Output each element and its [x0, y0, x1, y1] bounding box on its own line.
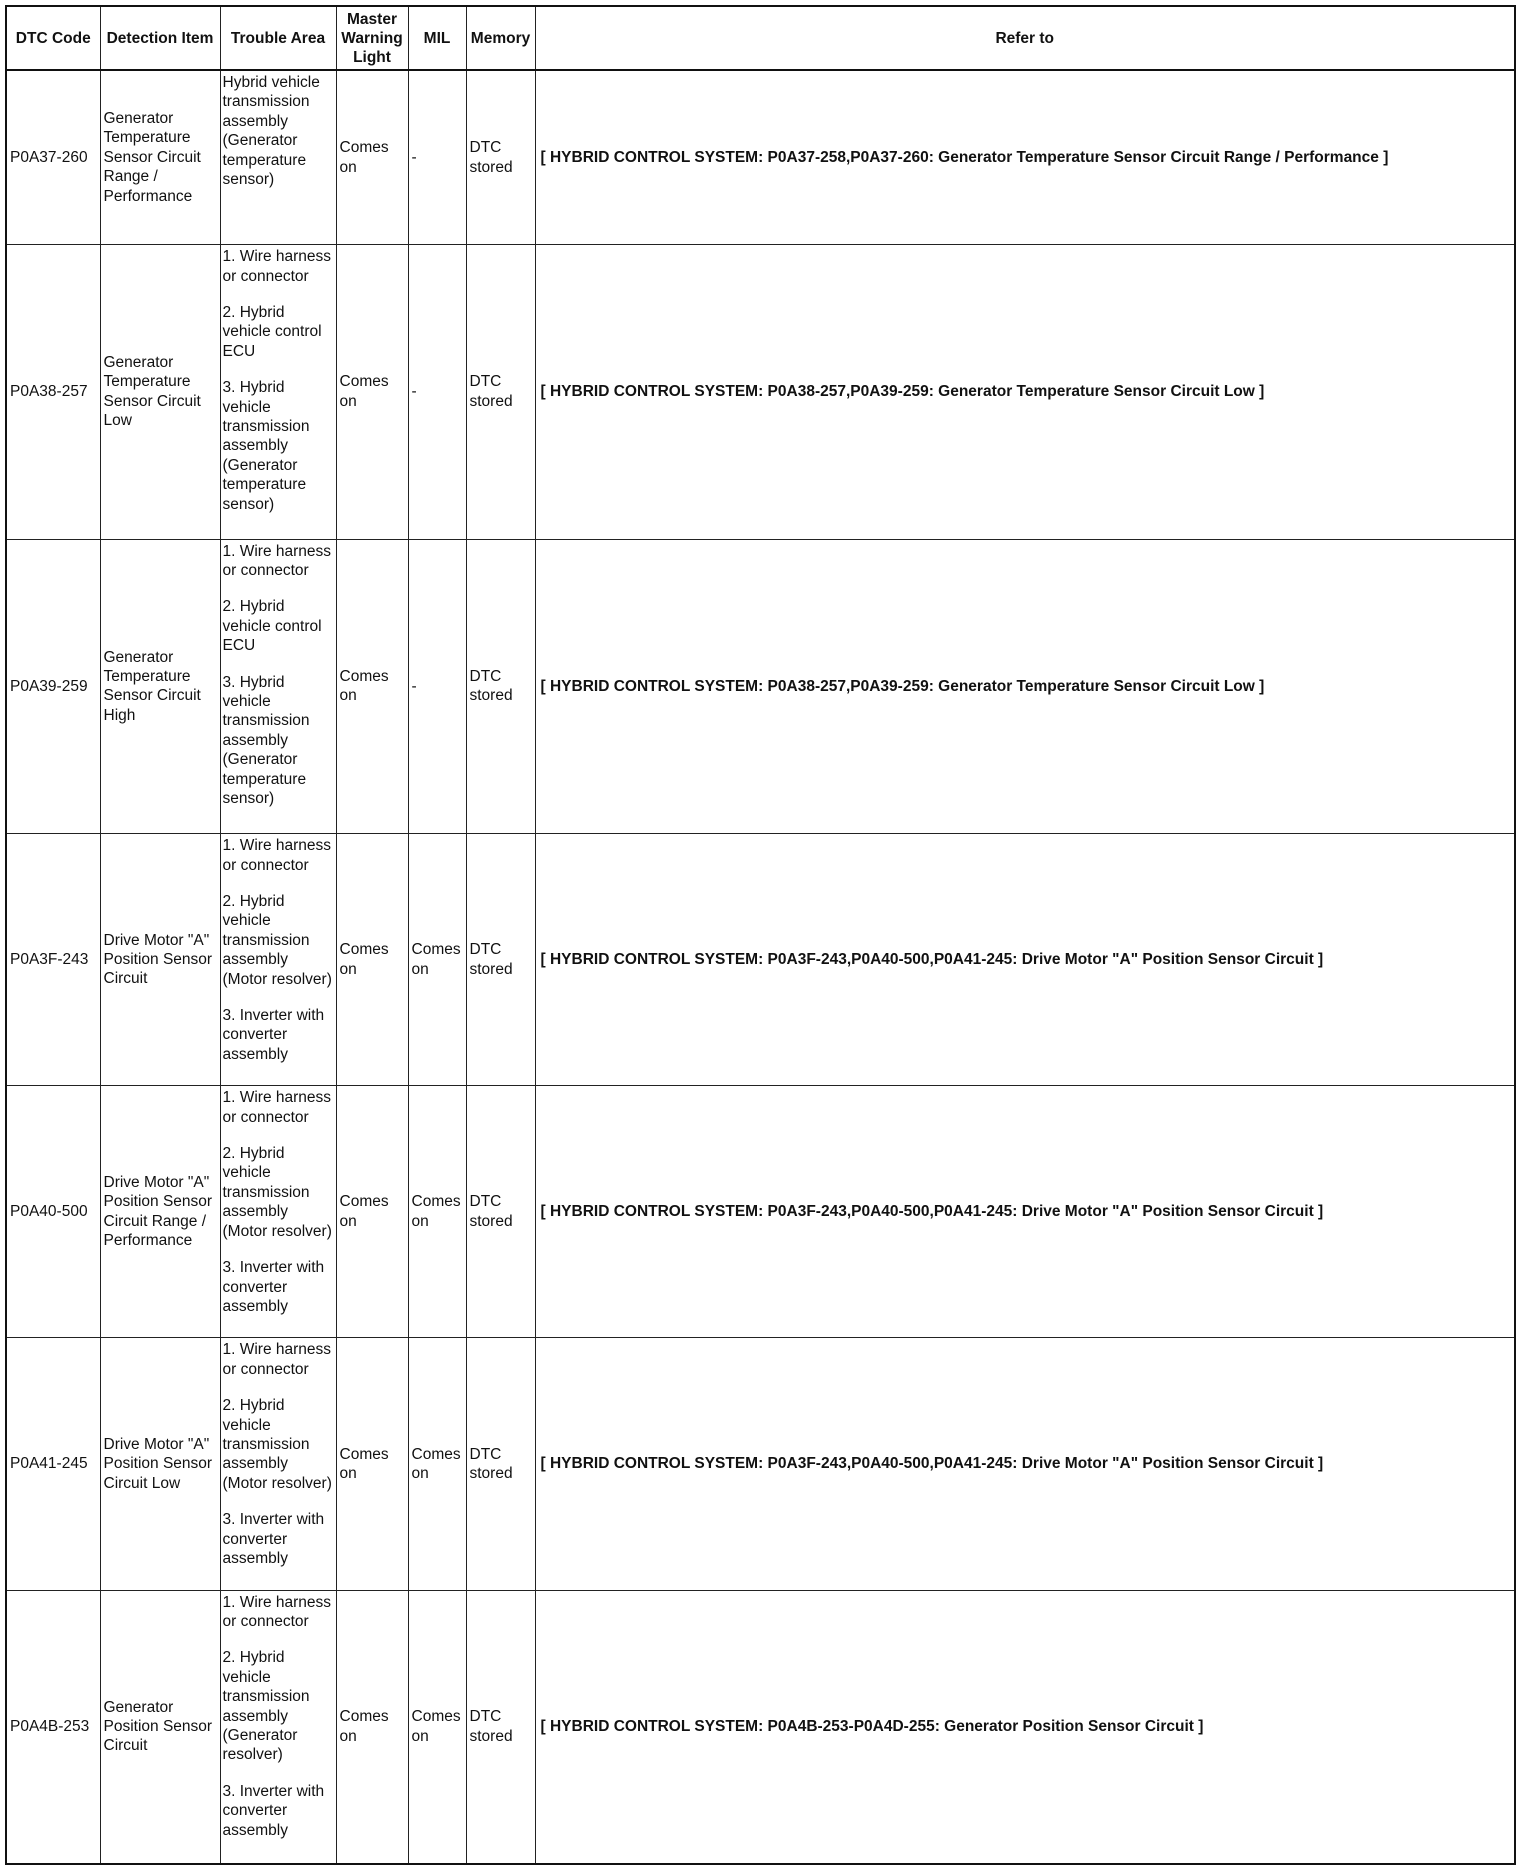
- trouble-area-cell: [220, 1590, 336, 1864]
- dtc-code-cell: P0A4B-253: [6, 1590, 100, 1864]
- trouble-area-item: 3. Inverter with converter assembly: [222, 1259, 325, 1315]
- master-warning-cell: Comes on: [336, 245, 408, 540]
- dtc-code-cell: P0A3F-243: [6, 834, 100, 1086]
- dtc-code-cell: P0A40-500: [6, 1086, 100, 1338]
- memory-cell: DTC stored: [466, 70, 535, 245]
- table-row: [6, 539, 1515, 834]
- master-warning-cell: Comes on: [336, 1590, 408, 1864]
- header-detection-item: Detection Item: [100, 6, 220, 70]
- trouble-area-item: 2. Hybrid vehicle transmission assembly (Motor resolver): [222, 892, 332, 988]
- detection-item-cell: Generator Temperature Sensor Circuit High: [100, 539, 220, 834]
- mil-cell: Comes on: [408, 1338, 466, 1590]
- table-row: [6, 1338, 1515, 1590]
- trouble-area-item: 3. Inverter with converter assembly: [222, 1006, 325, 1063]
- detection-item-cell: Generator Temperature Sensor Circuit Low: [100, 245, 220, 540]
- mil-cell: Comes on: [408, 834, 466, 1086]
- header-dtc-code: DTC Code: [6, 6, 100, 70]
- trouble-area-item: 3. Hybrid vehicle transmission assembly (Generator temperature sensor): [222, 673, 310, 808]
- header-refer-to: Refer to: [535, 6, 1515, 70]
- memory-cell: DTC stored: [466, 539, 535, 834]
- refer-to-cell: [ HYBRID CONTROL SYSTEM: P0A3F-243,P0A40-500,P0A41-245: Drive Motor "A" Position Sensor Circuit ]: [535, 1086, 1515, 1338]
- memory-cell: DTC stored: [466, 1590, 535, 1864]
- trouble-area-cell: [220, 70, 336, 245]
- dtc-code-cell: P0A41-245: [6, 1338, 100, 1590]
- refer-to-cell: [ HYBRID CONTROL SYSTEM: P0A3F-243,P0A40-500,P0A41-245: Drive Motor "A" Position Sensor Circuit ]: [535, 834, 1515, 1086]
- master-warning-cell: Comes on: [336, 539, 408, 834]
- trouble-area-item: 2. Hybrid vehicle transmission assembly (Generator resolver): [222, 1649, 310, 1764]
- detection-item-cell: Generator Temperature Sensor Circuit Range / Performance: [100, 70, 220, 245]
- trouble-area-cell: [220, 1338, 336, 1590]
- dtc-code-cell: P0A39-259: [6, 539, 100, 834]
- trouble-area-item: 2. Hybrid vehicle control ECU: [222, 598, 322, 655]
- table-row: [6, 1590, 1515, 1864]
- memory-cell: DTC stored: [466, 1338, 535, 1590]
- refer-to-cell: [ HYBRID CONTROL SYSTEM: P0A38-257,P0A39-259: Generator Temperature Sensor Circuit Low ]: [535, 245, 1515, 540]
- master-warning-cell: Comes on: [336, 1338, 408, 1590]
- trouble-area-cell: [220, 245, 336, 540]
- table-row: [6, 834, 1515, 1086]
- trouble-area-item: 1. Wire harness or connector: [222, 1341, 332, 1378]
- table-body: [6, 70, 1515, 1864]
- trouble-area-cell: [220, 539, 336, 834]
- header-trouble-area: Trouble Area: [220, 6, 336, 70]
- trouble-area-item: 3. Inverter with converter assembly: [222, 1782, 325, 1839]
- trouble-area-item: 1. Wire harness or connector: [222, 542, 332, 579]
- header-memory: Memory: [466, 6, 535, 70]
- trouble-area-item: 3. Inverter with converter assembly: [222, 1511, 325, 1568]
- trouble-area-item: 2. Hybrid vehicle control ECU: [222, 303, 322, 360]
- trouble-area-item: 2. Hybrid vehicle transmission assembly (Motor resolver): [222, 1145, 332, 1240]
- trouble-area-item: 1. Wire harness or connector: [222, 1089, 332, 1126]
- master-warning-cell: Comes on: [336, 70, 408, 245]
- detection-item-cell: Drive Motor "A" Position Sensor Circuit Low: [100, 1338, 220, 1590]
- refer-to-cell: [ HYBRID CONTROL SYSTEM: P0A4B-253-P0A4D-255: Generator Position Sensor Circuit ]: [535, 1590, 1515, 1864]
- dtc-table: [5, 5, 1516, 1865]
- trouble-area-item: Hybrid vehicle transmission assembly (Generator temperature sensor): [222, 74, 320, 189]
- master-warning-cell: Comes on: [336, 834, 408, 1086]
- header-master-warning-light: Master Warning Light: [336, 6, 408, 70]
- table-header: [6, 6, 1515, 70]
- master-warning-cell: Comes on: [336, 1086, 408, 1338]
- trouble-area-cell: [220, 1086, 336, 1338]
- table-row: [6, 1086, 1515, 1338]
- refer-to-cell: [ HYBRID CONTROL SYSTEM: P0A38-257,P0A39-259: Generator Temperature Sensor Circuit Low ]: [535, 539, 1515, 834]
- mil-cell: -: [408, 245, 466, 540]
- trouble-area-cell: [220, 834, 336, 1086]
- memory-cell: DTC stored: [466, 1086, 535, 1338]
- mil-cell: -: [408, 539, 466, 834]
- detection-item-cell: Generator Position Sensor Circuit: [100, 1590, 220, 1864]
- header-row: [6, 6, 1515, 70]
- refer-to-cell: [ HYBRID CONTROL SYSTEM: P0A37-258,P0A37-260: Generator Temperature Sensor Circuit Range / Performance ]: [535, 70, 1515, 245]
- dtc-code-cell: P0A38-257: [6, 245, 100, 540]
- table-row: [6, 70, 1515, 245]
- trouble-area-item: 1. Wire harness or connector: [222, 1593, 332, 1630]
- header-mil: MIL: [408, 6, 466, 70]
- mil-cell: -: [408, 70, 466, 245]
- memory-cell: DTC stored: [466, 834, 535, 1086]
- refer-to-cell: [ HYBRID CONTROL SYSTEM: P0A3F-243,P0A40-500,P0A41-245: Drive Motor "A" Position Sensor Circuit ]: [535, 1338, 1515, 1590]
- dtc-code-cell: P0A37-260: [6, 70, 100, 245]
- trouble-area-item: 2. Hybrid vehicle transmission assembly (Motor resolver): [222, 1397, 332, 1492]
- trouble-area-item: 1. Wire harness or connector: [222, 248, 332, 285]
- detection-item-cell: Drive Motor "A" Position Sensor Circuit Range / Performance: [100, 1086, 220, 1338]
- detection-item-cell: Drive Motor "A" Position Sensor Circuit: [100, 834, 220, 1086]
- mil-cell: Comes on: [408, 1086, 466, 1338]
- trouble-area-item: 1. Wire harness or connector: [222, 837, 332, 874]
- mil-cell: Comes on: [408, 1590, 466, 1864]
- table-row: [6, 245, 1515, 540]
- trouble-area-item: 3. Hybrid vehicle transmission assembly (Generator temperature sensor): [222, 379, 310, 513]
- memory-cell: DTC stored: [466, 245, 535, 540]
